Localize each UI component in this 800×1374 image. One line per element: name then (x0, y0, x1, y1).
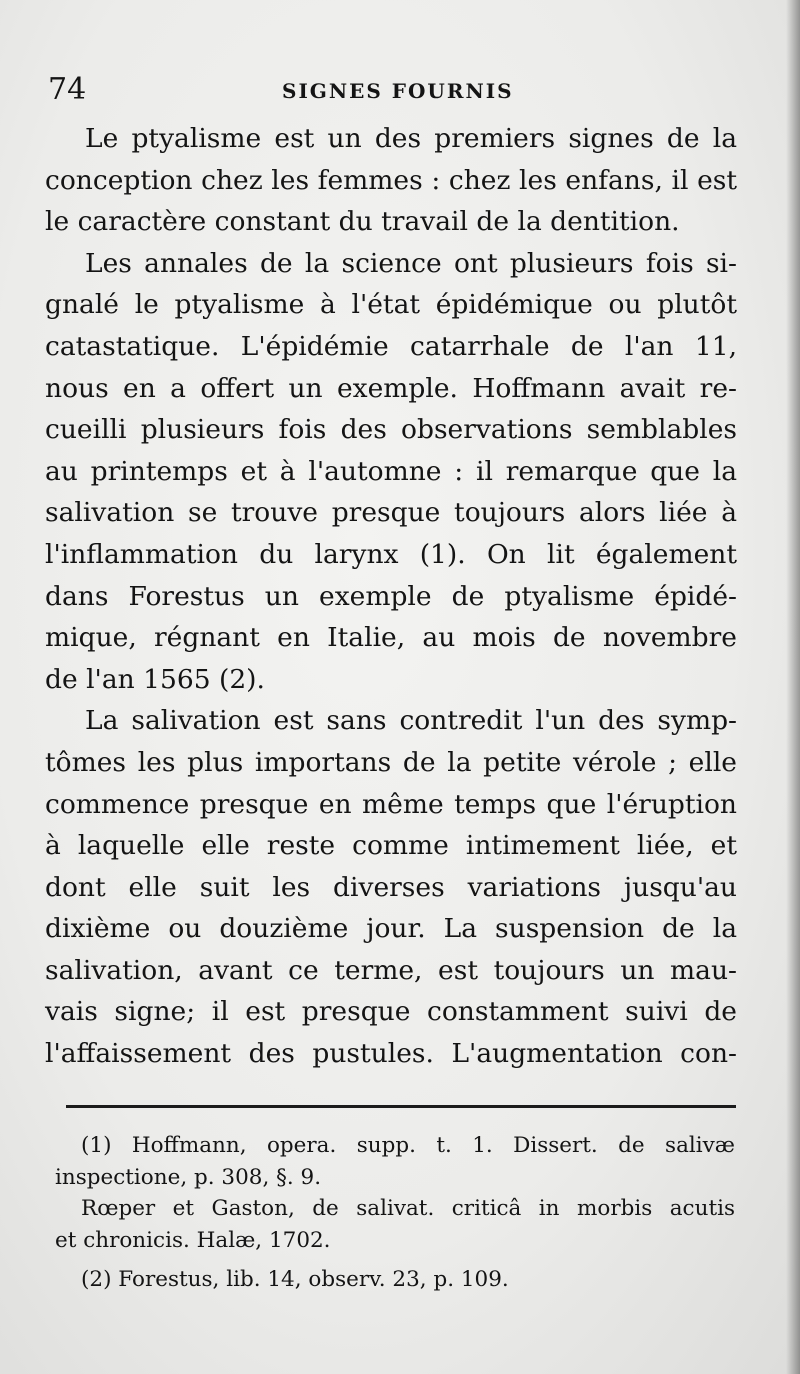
text-line: nous en a offert un exemple. Hoffmann avait re- (45, 372, 737, 404)
text-line: le caractère constant du travail de la dentition. (45, 206, 680, 238)
text-line: salivation, avant ce terme, est toujours un mau- (45, 954, 737, 986)
text-line: l'affaissement des pustules. L'augmentation con- (45, 1038, 737, 1070)
text-line: l'inflammation du larynx (1). On lit également (45, 538, 737, 570)
body-text (45, 118, 737, 1075)
text-line: La salivation est sans contredit l'un des symp- (85, 705, 737, 737)
footnote-spacer (55, 1256, 735, 1264)
text-line: dont elle suit les diverses variations jusqu'au (45, 871, 737, 903)
footnote-line: (2) Forestus, lib. 14, observ. 23, p. 109. (81, 1267, 509, 1292)
footnote-line: Rœper et Gaston, de salivat. criticâ in morbis acutis (81, 1196, 735, 1221)
page-number: 74 (48, 72, 87, 107)
text-line: vais signe; il est presque constamment suivi de (45, 996, 737, 1028)
text-line: mique, régnant en Italie, au mois de novembre (45, 622, 737, 654)
page-edge-shadow (786, 0, 800, 1374)
text-line: cueilli plusieurs fois des observations semblables (45, 414, 737, 446)
text-line: Les annales de la science ont plusieurs fois si- (85, 247, 737, 279)
footnotes (55, 1130, 735, 1296)
text-line: dixième ou douzième jour. La suspension de la (45, 913, 737, 945)
text-line: à laquelle elle reste comme intimement liée, et (45, 830, 737, 862)
text-line: dans Forestus un exemple de ptyalisme épidé- (45, 580, 737, 612)
text-line: Le ptyalisme est un des premiers signes de la (85, 123, 737, 154)
text-line: commence presque en même temps que l'éruption (45, 788, 737, 820)
footnote-line: (1) Hoffmann, opera. supp. t. 1. Dissert. de salivæ (81, 1133, 735, 1158)
footnote-divider (66, 1105, 736, 1108)
text-line: catastatique. L'épidémie catarrhale de l'an 11, (45, 330, 737, 362)
text-line: tômes les plus importans de la petite vérole ; elle (45, 746, 737, 778)
text-line: conception chez les femmes : chez les enfans, il est (45, 164, 737, 196)
page-header (44, 70, 734, 110)
text-line: gnalé le ptyalisme à l'état épidémique ou plutôt (45, 289, 737, 321)
text-line: salivation se trouve presque toujours alors liée à (45, 497, 737, 529)
text-line: de l'an 1565 (2). (45, 663, 265, 695)
footnote-line: inspectione, p. 308, §. 9. (55, 1164, 322, 1190)
footnote-line: et chronicis. Halæ, 1702. (55, 1227, 331, 1253)
text-line: au printemps et à l'automne : il remarque que la (45, 455, 737, 487)
running-title: SIGNES FOURNIS (282, 79, 514, 103)
